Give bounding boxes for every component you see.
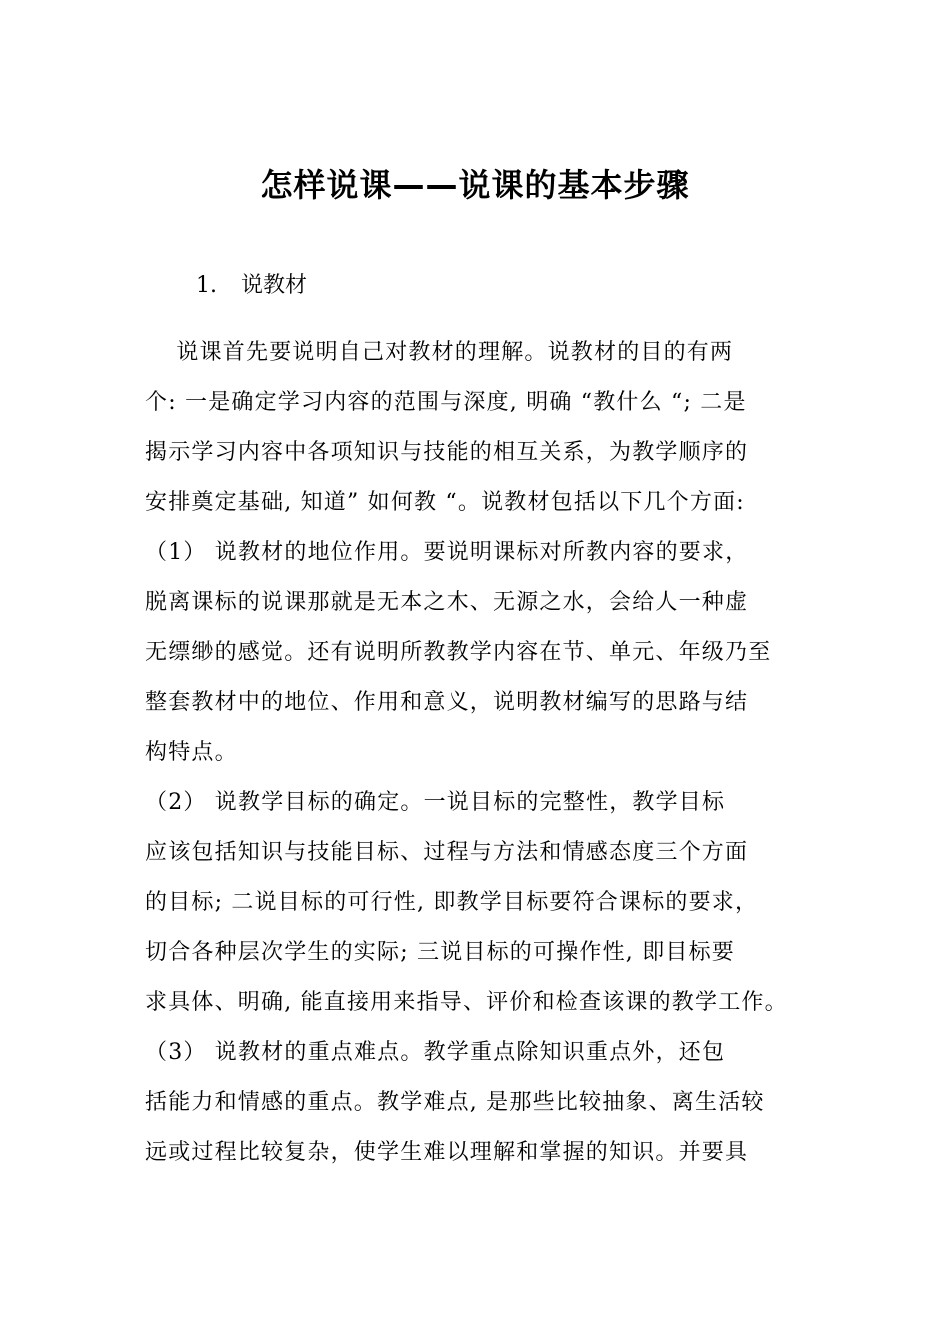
paragraph-line: 构特点。 bbox=[145, 740, 238, 765]
paragraph-line: （2） 说教学目标的确定。一说目标的完整性，教学目标 bbox=[145, 790, 726, 815]
paragraph-line: 说课首先要说明自己对教材的理解。说教材的目的有两 bbox=[145, 340, 734, 365]
section-heading bbox=[196, 268, 307, 299]
paragraph-line: 安排奠定基础, 知道” 如何教 “。说教材包括以下几个方面: bbox=[145, 490, 745, 515]
paragraph-line: 无缥缈的感觉。还有说明所教教学内容在节、单元、年级乃至 bbox=[145, 640, 772, 665]
paragraph-line: （1） 说教材的地位作用。要说明课标对所教内容的要求， bbox=[145, 540, 749, 565]
paragraph-line: 脱离课标的说课那就是无本之木、无源之水，会给人一种虚 bbox=[145, 590, 749, 615]
paragraph-line: 应该包括知识与技能目标、过程与方法和情感态度三个方面 bbox=[145, 840, 749, 865]
section-title: 说教材 bbox=[241, 273, 308, 298]
paragraph-line: （3） 说教材的重点难点。教学重点除知识重点外，还包 bbox=[145, 1040, 726, 1065]
section-number: 1. bbox=[196, 273, 217, 298]
paragraph-line: 揭示学习内容中各项知识与技能的相互关系，为教学顺序的 bbox=[145, 440, 749, 465]
paragraph-line: 个: 一是确定学习内容的范围与深度, 明确 “教什么 “; 二是 bbox=[145, 390, 747, 415]
document-title: 怎样说课——说课的基本步骤 bbox=[260, 166, 690, 204]
paragraph-line: 求具体、明确, 能直接用来指导、评价和检查该课的教学工作。 bbox=[145, 990, 788, 1015]
paragraph-line: 远或过程比较复杂，使学生难以理解和掌握的知识。并要具 bbox=[145, 1140, 749, 1165]
paragraph-line: 整套教材中的地位、作用和意义，说明教材编写的思路与结 bbox=[145, 690, 749, 715]
paragraph-line: 的目标; 二说目标的可行性, 即教学目标要符合课标的要求， bbox=[145, 890, 759, 915]
paragraph-line: 切合各种层次学生的实际; 三说目标的可操作性, 即目标要 bbox=[145, 940, 735, 965]
paragraph-line: 括能力和情感的重点。教学难点, 是那些比较抽象、离生活较 bbox=[145, 1090, 765, 1115]
